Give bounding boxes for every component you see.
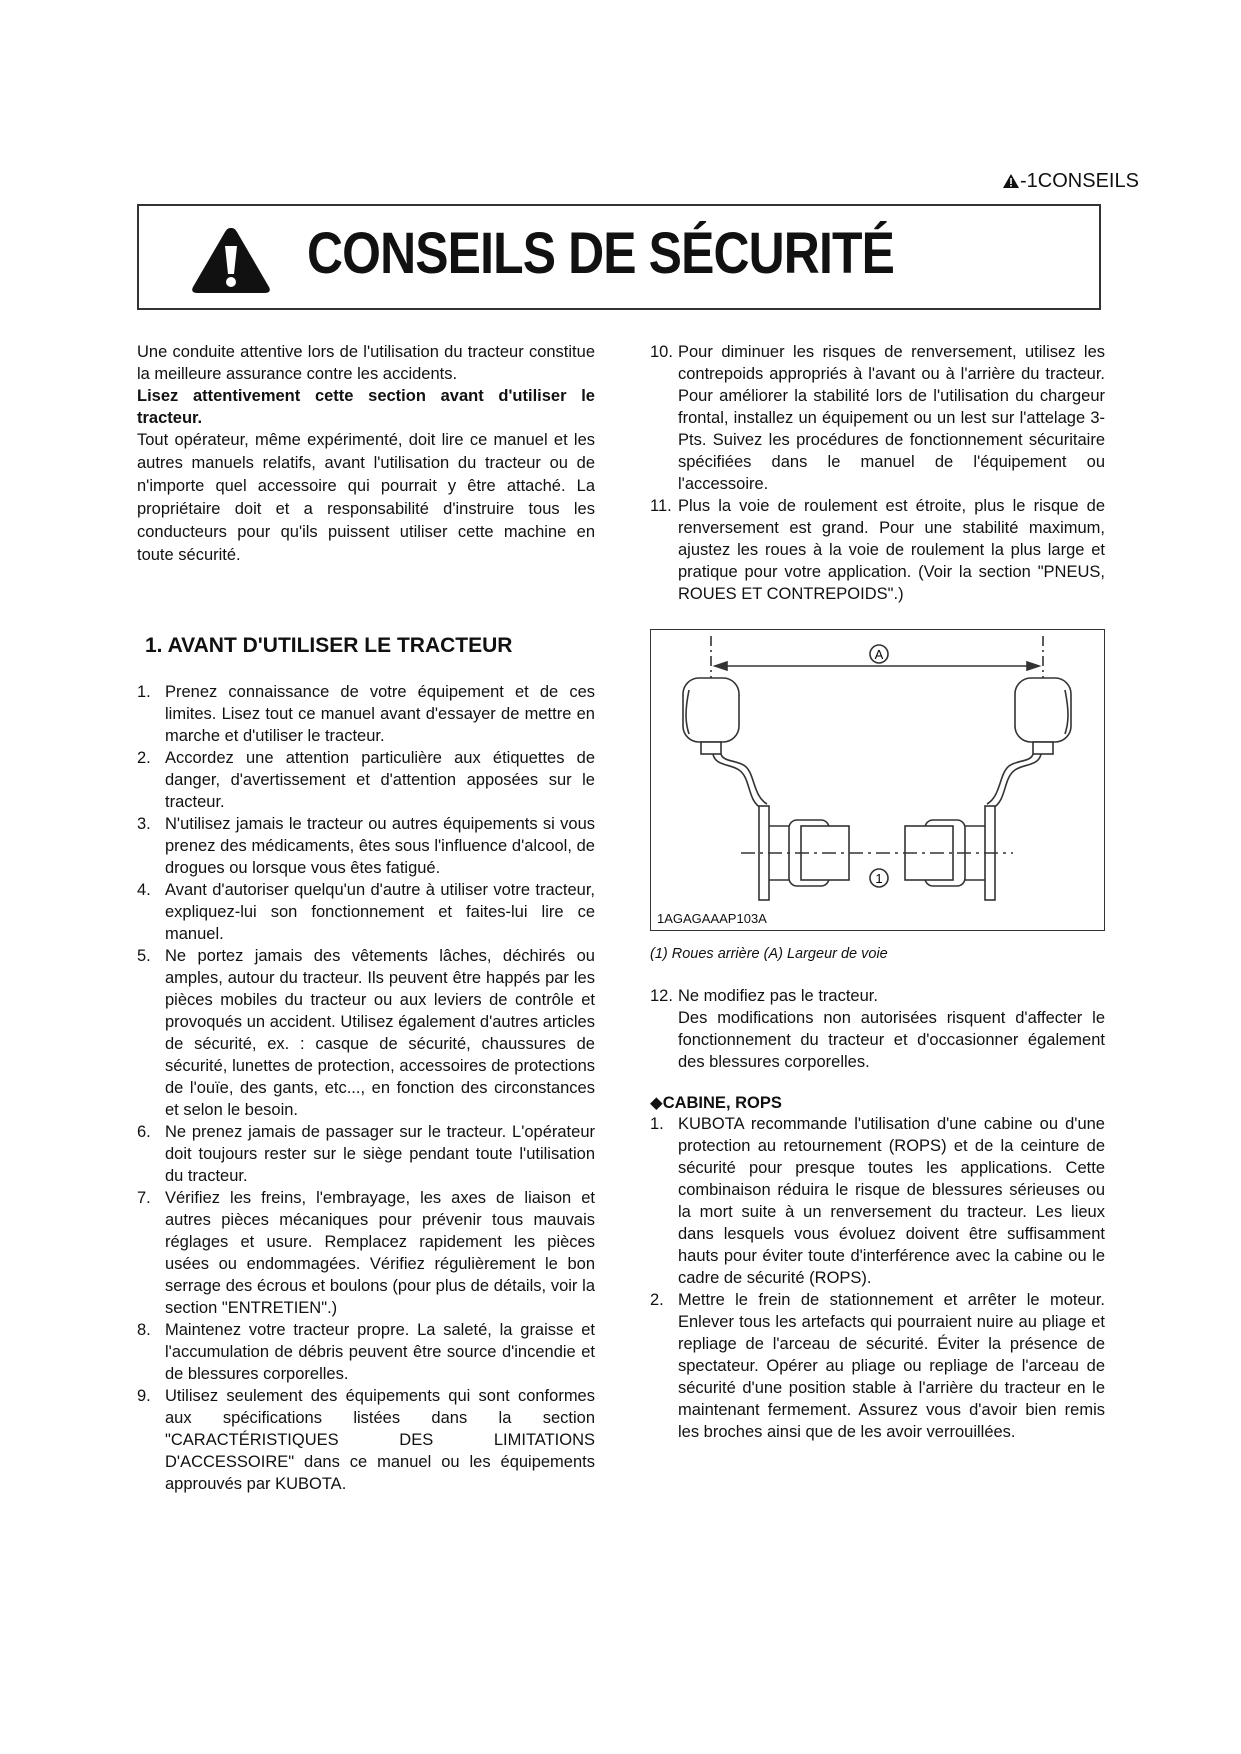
list-item: 11. Plus la voie de roulement est étroite, plus le risque de renversement est grand. Pour une stabilité maximum, ajustez les roues à la voie de roulement la plus large et pratique pour votre application. (Voir la section "PNEUS, ROUES ET CONTREPOIDS".)	[650, 497, 1105, 603]
list-item: 2. Accordez une attention particulière aux étiquettes de danger, d'avertissement et d'attention apposées sur le tracteur.	[137, 749, 595, 811]
list-item: 2. Mettre le frein de stationnement et arrêter le moteur. Enlever tous les artefacts qui pourraient nuire au pliage et repliage de l'arceau de sécurité. Éviter la présence de spectateur. Opérer au pliage ou repliage de l'arceau de sécurité d'une position stable à l'arrière du tracteur en le maintenant fermement. Assurez vous d'avoir bien remis les broches ainsi que de les avoir verrouillées.	[650, 1291, 1105, 1441]
intro-paragraph: Une conduite attentive lors de l'utilisation du tracteur constitue la meilleure assurance contre les accidents.	[137, 343, 595, 383]
list-item: 8. Maintenez votre tracteur propre. La saleté, la graisse et l'accumulation de débris peuvent être source d'incendie et de blessures corporelles.	[137, 1321, 595, 1383]
cabin-heading: ◆CABINE, ROPS	[650, 1094, 782, 1112]
list-item: 6. Ne prenez jamais de passager sur le tracteur. L'opérateur doit toujours rester sur le siège pendant toute l'utilisation du tracteur.	[137, 1123, 595, 1185]
label-a: A	[874, 647, 884, 662]
title-box	[137, 204, 1101, 310]
warning-icon	[1002, 172, 1020, 195]
list-item: 12. Ne modifiez pas le tracteur. Des modifications non autorisées risquent d'affecter le fonctionnement du tracteur et d'occasionner également des blessures corporelles.	[650, 987, 1105, 1071]
label-1: 1	[875, 871, 883, 886]
item-12	[650, 985, 1105, 1073]
list-item: 7. Vérifiez les freins, l'embrayage, les axes de liaison et autres pièces mécaniques pour prévenir tous mauvais réglages et usure. Remplacez rapidement les pièces usées ou endommagées. Vérifiez régulièrement le bon serrage des écrous et boulons (pour plus de détails, voir la section "ENTRETIEN".)	[137, 1189, 595, 1317]
figure-caption: (1) Roues arrière (A) Largeur de voie	[650, 946, 888, 962]
cabin-list	[650, 1113, 1105, 1443]
page-title: CONSEILS DE SÉCURITÉ	[307, 221, 894, 286]
page-header	[1002, 170, 1212, 195]
figure-code: 1AGAGAAAP103A	[657, 911, 767, 926]
list-item: 9. Utilisez seulement des équipements qui sont conformes aux spécifications listées dans la section "CARACTÉRISTIQUES DES LIMITATIONS D'ACCESSOIRE" dans ce manuel ou les équipements approuvés par KUBOTA.	[137, 1387, 595, 1493]
warning-icon	[191, 226, 271, 299]
safety-list-left	[137, 681, 595, 1495]
list-item: 4. Avant d'autoriser quelqu'un d'autre à utiliser votre tracteur, expliquez-lui son fonctionnement et faites-lui lire ce manuel.	[137, 881, 595, 943]
intro-section	[137, 341, 595, 567]
intro-paragraph: Tout opérateur, même expérimenté, doit lire ce manuel et les autres manuels relatifs, avant l'utilisation du tracteur ou de n'importe quel accessoire qui pourrait y être attaché. La propriétaire doit et a responsabilité d'instruire tous les conducteurs pour qu'ils puissent utiliser cette machine en toute sécurité.	[137, 431, 595, 564]
list-item: 1. Prenez connaissance de votre équipement et de ces limites. Lisez tout ce manuel avant d'essayer de mettre en marche et d'utiliser le tracteur.	[137, 683, 595, 745]
track-width-figure	[650, 629, 1105, 931]
section-heading: 1. AVANT D'UTILISER LE TRACTEUR	[145, 634, 513, 657]
page-label: -1CONSEILS	[1020, 170, 1139, 192]
list-item: 1. KUBOTA recommande l'utilisation d'une cabine ou d'une protection au retournement (ROPS) et de la ceinture de sécurité pour presque toutes les applications. Cette combinaison réduira le risque de blessures sérieuses ou la mort suite à un renversement du tracteur. Les lieux dans lesquels vous évoluez doivent être suffisamment hauts pour éviter toute d'interférence avec la cabine ou le cadre de sécurité (ROPS).	[650, 1115, 1105, 1287]
intro-warning: Lisez attentivement cette section avant d'utiliser le tracteur.	[137, 387, 595, 427]
list-item: 3. N'utilisez jamais le tracteur ou autres équipements si vous prenez des médicaments, êtes sous l'influence d'alcool, de drogues ou lorsque vous êtes fatigué.	[137, 815, 595, 877]
tractor-axle-diagram	[651, 630, 1103, 929]
list-item: 10. Pour diminuer les risques de renversement, utilisez les contrepoids appropriés à l'avant ou à l'arrière du tracteur. Pour améliorer la stabilité lors de l'utilisation du chargeur frontal, installez un équipement ou un lest sur l'attelage 3-Pts. Suivez les procédures de fonctionnement sécuritaire spécifiées dans le manuel de l'équipement ou l'accessoire.	[650, 343, 1105, 493]
safety-list-right	[650, 341, 1105, 605]
list-item: 5. Ne portez jamais des vêtements lâches, déchirés ou amples, autour du tracteur. Ils peuvent être happés par les pièces mobiles du tracteur ou aux leviers de contrôle et provoqués un accident. Utilisez également d'autres articles de sécurité, ex. : casque de sécurité, chaussures de sécurité, lunettes de protection, accessoires de protections de l'ouïe, des gants, etc..., en fonction des circonstances et selon le besoin.	[137, 947, 595, 1119]
